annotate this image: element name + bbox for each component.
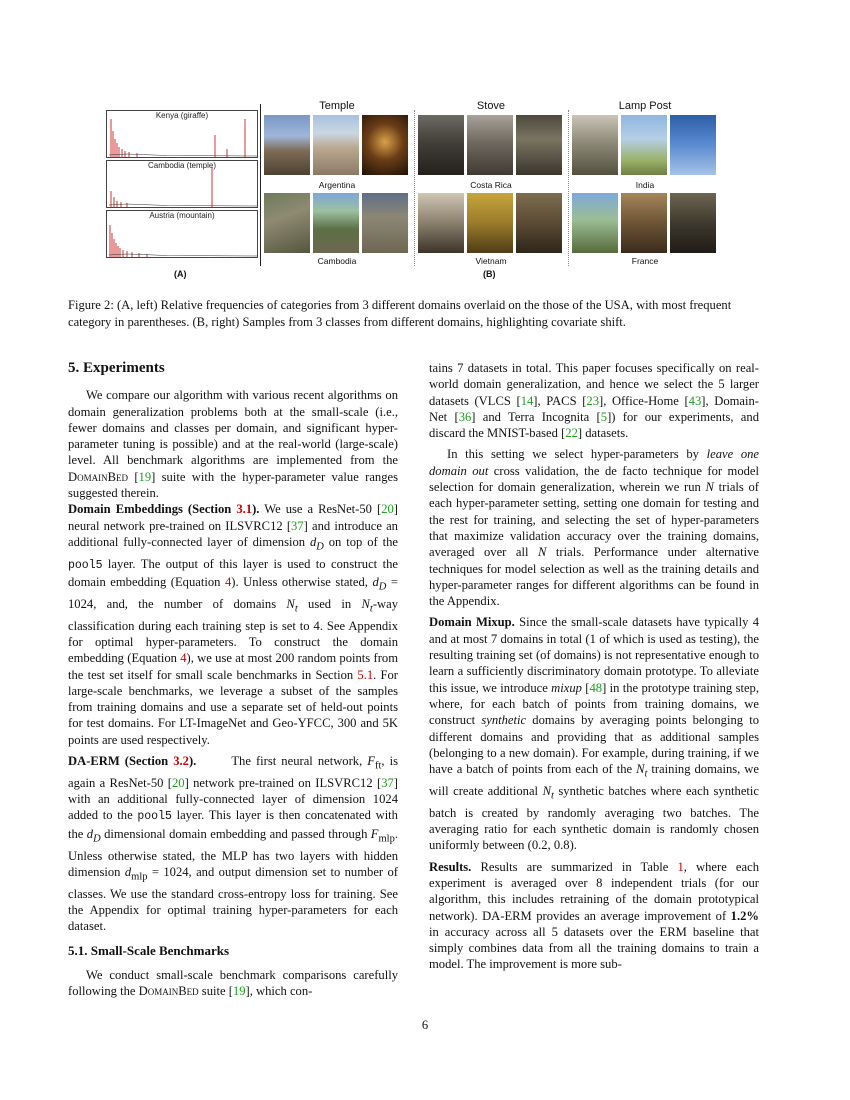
country-label: France [631, 256, 659, 266]
photo-temple-argentina-2 [313, 115, 359, 175]
country-label: India [635, 180, 655, 190]
photo-stove-costarica-3 [516, 115, 562, 175]
country-label: Costa Rica [470, 180, 512, 190]
paragraph: In this setting we select hyper-parameters by leave one domain out cross validation, the de facto technique for model selection for domain generalization, wherein we run N trials of each hyper-parameter setting, setting one domain for testing and the rest for training, and selecting the set of hyper-parameters that maximize validation accuracy over the training domains, averaged over all N trials. Performance under alternative techniques for model selection as well as the training details and hyper-parameter ranges for different algorithms can be found in the Appendix. [429, 447, 760, 609]
photo-stove-costarica-2 [467, 115, 513, 175]
photo-stove-vietnam-1 [418, 193, 464, 253]
dotted-separator [414, 110, 415, 266]
panel-b-label: (B) [483, 269, 496, 279]
photo-lamppost-france-1 [572, 193, 618, 253]
country-label: Argentina [318, 180, 356, 190]
paragraph: We compare our algorithm with various recent algorithms on domain generalization problems both at the small-scale (i.e., fewer domains and classes per domain, and significant hyper-parameter tuning is possible) and at the real-world (large-scale) level. All benchmark algorithms are implemented from the DomainBed [19] suite with the hyper-parameter value ranges suggested therein. [68, 388, 398, 501]
plot-title: Austria (mountain) [149, 211, 215, 220]
frequency-plot-kenya [106, 110, 258, 158]
class-title-stove: Stove [476, 100, 506, 112]
photo-temple-argentina-3 [362, 115, 408, 175]
photo-temple-cambodia-1 [264, 193, 310, 253]
photo-lamppost-india-2 [621, 115, 667, 175]
section-heading: 5. Experiments [68, 360, 165, 376]
paragraph: Domain Mixup. Since the small-scale datasets have typically 4 and at most 7 domains in total (1 of which is used as testing), the resulting training set (of domains) is not representative enough to learn a sufficiently discriminatory domain prototype. To alleviate this issue, we introduce mixup [48] in the prototype training step, where, for each batch of points from training domains, we construct synthetic domains by averaging points belonging to different domains and providing that as additional samples (belonging to a new domain). For example, during training, if we have a batch of points from each of the $N_t$ training domains, we will create additional $N_t$ synthetic batches where each synthetic batch is created by randomly averaging two batches. The averaging ratio for each synthetic domain is randomly chosen uniformly between (0.2, 0.8). [429, 615, 760, 853]
photo-stove-vietnam-3 [516, 193, 562, 253]
panel-divider [260, 104, 261, 266]
frequency-plot-cambodia [106, 160, 258, 208]
photo-temple-cambodia-3 [362, 193, 408, 253]
page-number: 6 [421, 1018, 429, 1032]
photo-stove-costarica-1 [418, 115, 464, 175]
photo-temple-argentina-1 [264, 115, 310, 175]
panel-a-label: (A) [174, 269, 187, 279]
left-column [68, 360, 398, 999]
frequency-plot-austria [106, 210, 258, 258]
paragraph: We conduct small-scale benchmark comparisons carefully following the DomainBed suite [19], which con- [68, 967, 398, 999]
photo-lamppost-france-3 [670, 193, 716, 253]
paragraph: DA-ERM (Section 3.2). The first neural network, $F_{ft}$, is again a ResNet-50 [20] network pre-trained on ILSVRC12 [37] with an additional fully-connected layer of dimension 1024 added to the pool5 layer. This layer is then concatenated with the $d_D$ dimensional domain embedding and passed through $F_{mlp}$. Unless otherwise stated, the MLP has two layers with hidden dimension $d_{mlp} = 1024$, and output dimension set to number of classes. We use the standard cross-entropy loss for training. See the Appendix for optimal training hyper-parameters for each dataset. [68, 754, 398, 934]
photo-stove-vietnam-2 [467, 193, 513, 253]
plot-title: Cambodia (temple) [147, 161, 217, 170]
paragraph: Domain Embeddings (Section 3.1). We use a ResNet-50 [20] neural network pre-trained on ILSVRC12 [37] and introduce an additional fully-connected layer of dimension $d_D$ on top of the pool5 layer. The output of this layer is used to construct the domain embedding (Equation 4). Unless otherwise stated, $d_D = 1024$, and, the number of domains $N_t$ used in $N_t$-way classification during each training step is set to 4. See Appendix for optimal hyper-parameters. To construct the domain embedding (Equation 4), we use at most 200 random points from the test set itself for small scale benchmarks in Section 5.1. For large-scale benchmarks, we leverage a subset of the samples from training domains and use a separate set of held-out points for test domains. For LT-ImageNet and Geo-YFCC, 300 and 5K points are used respectively. [68, 502, 398, 747]
country-label: Cambodia [317, 256, 357, 266]
photo-temple-cambodia-2 [313, 193, 359, 253]
subsection-heading: 5.1. Small-Scale Benchmarks [68, 942, 230, 958]
class-title-temple: Temple [319, 100, 355, 112]
paragraph: tains 7 datasets in total. This paper focuses specifically on real-world domain generalization, and hence we select the 5 larger datasets (VLCS [14], PACS [23], Office-Home [43], Domain-Net [36] and Terra Incognita [5]) for our experiments, and discard the MNIST-based [22] datasets. [429, 361, 759, 441]
dotted-separator [568, 110, 569, 266]
country-label: Vietnam [475, 256, 507, 266]
photo-lamppost-france-2 [621, 193, 667, 253]
photo-lamppost-india-3 [670, 115, 716, 175]
figure-caption: Figure 2: (A, left) Relative frequencies of categories from 3 different domains overlaid on the those of the USA, with most frequent category in parentheses. (B, right) Samples from 3 classes from different domains, highlighting covariate shift. [68, 298, 732, 329]
class-title-lamp-post: Lamp Post [618, 100, 672, 112]
right-column [429, 360, 759, 973]
plot-title: Kenya (giraffe) [155, 111, 209, 120]
photo-lamppost-india-1 [572, 115, 618, 175]
paragraph: Results. Results are summarized in Table 1, where each experiment is averaged over 8 independent trials (for our algorithm, this includes retraining of the domain prototypical network). DA-ERM provides an average improvement of 1.2% in accuracy across all 5 datasets over the ERM baseline that simply combines data from all the training domains to train a model. The improvement is more sub- [429, 859, 759, 972]
